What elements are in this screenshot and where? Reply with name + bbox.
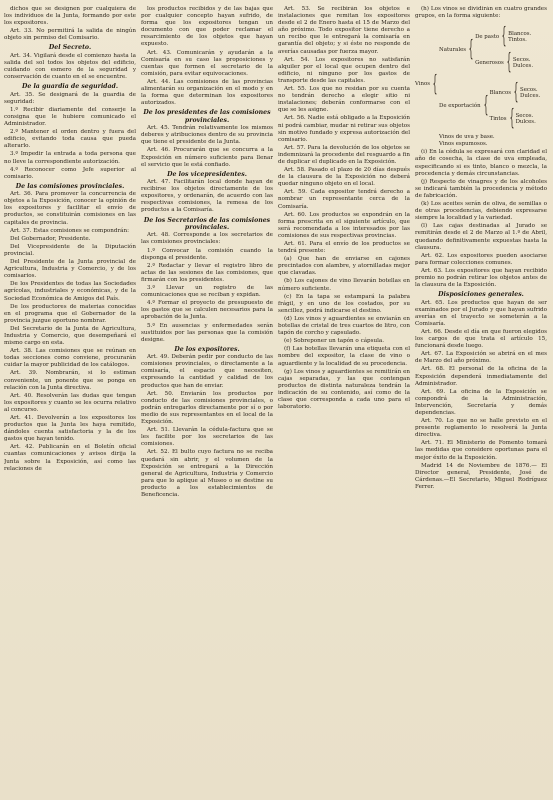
section-heading: De los expositores. — [174, 345, 240, 353]
sub-items — [520, 87, 540, 100]
column-2 — [141, 6, 273, 794]
sub-items — [513, 57, 533, 70]
article-paragraph: Art. 61. Para el envío de los productos se tendrá presente: — [278, 241, 410, 255]
sub-item: Secos. — [512, 56, 531, 63]
article-paragraph: (c) En la tapa se estampará la palabra frágil, y en uno de los costados, por su sencillez, podrá indicarse el destino. — [278, 293, 410, 314]
sub-label: Blancos — [489, 89, 511, 96]
article-paragraph: Art. 44. Las comisiones de las provincias alimentarán su organización en el modo y en la forma que determinan los expositores autorizados. — [141, 78, 273, 107]
article-paragraph: Art. 35. Se designará de la guardia de seguridad: — [4, 91, 136, 105]
article-paragraph: Art. 33. No permitirá la salida de ningún objeto sin permiso del Comisario. — [4, 28, 136, 42]
sub-item: Tintos. — [508, 37, 527, 44]
article-paragraph: Art. 53. Se recibirán los objetos e instalaciones que remitan los expositores desde el 2 de Enero hasta el 15 de Marzo del año próximo. Todo expositor tiene derecho a un recibo que le entregará la comisaría en garantía del objeto; y si éste no responde de averías causadas por fuerza mayor. — [278, 6, 410, 55]
article-paragraph: Del Presidente de la Junta provincial de Agricultura, Industria y Comercio, y de los comisarios. — [4, 259, 136, 280]
article-paragraph: Art. 67. La Exposición se abrirá en el mes de Marzo del año próximo. — [415, 351, 547, 365]
sub-items — [516, 113, 536, 126]
article-paragraph: Art. 51. Llevarán la cédula-factura que se les facilite por los secretarios de las comisiones. — [141, 427, 273, 448]
article-paragraph: Art. 71. El Ministerio de Fomento tomará las medidas que considere oportunas para el mejor éxito de la Exposición. — [415, 440, 547, 461]
article-paragraph: Art. 69. La oficina de la Exposición se compondrá de la Administración, Intervención, Secretaría y demás dependencias. — [415, 388, 547, 416]
article-paragraph: 1.º Recibir diariamente del conserje la consigna que le hubiere comunicado el Administrador. — [4, 106, 136, 128]
article-paragraph: Art. 58. Pasado el plazo de 20 días después de la clausura de la Exposición no deberá quedar ninguno objeto en el local. — [278, 167, 410, 188]
article-paragraph: Art. 48. Corresponde a los secretarios de las comisiones provinciales: — [141, 232, 273, 246]
article-paragraph: Art. 37. Estas comisiones se compondrán: — [10, 227, 129, 234]
article-paragraph: Art. 62. Los expositores pueden asociarse para formar colecciones comunes. — [415, 252, 547, 266]
article-paragraph: Art. 56. Nadie está obligado a la Exposición ni podrá cambiar, mudar ni retirar sus objetos sin motivo fundado y expresa autorización del comisario. — [278, 115, 410, 143]
wine-classification-table — [415, 22, 547, 147]
article-paragraph: (a) Que han de enviarse en cajones precintados con alambre, y atornilladas mejor que clavadas. — [278, 256, 410, 277]
section-heading: De la guardia de seguridad. — [22, 83, 118, 91]
group-label: Naturales — [439, 46, 467, 53]
article-paragraph: (l) Las cajas destinadas al Jurado se remitirán desde el 2 de Marzo al 1.º de Abril, quedando definitivamente expuestas hasta la clausura. — [415, 223, 547, 251]
sub-item: Secos. — [520, 86, 538, 93]
article-paragraph: Art. 63. Los expositores que hayan recibido premio no podrán retirar los objetos antes de la clausura de la Exposición. — [415, 267, 547, 289]
article-paragraph: Art. 41. Devolverán a los expositores los productos que la Junta les haya remitido, dándoles cuenta satisfactoria y la de los gastos que hayan tenido. — [4, 415, 136, 443]
sub-item: Blancos. — [508, 30, 532, 37]
article-paragraph: 2.º Redactar y llevar el registro libro de actas de las sesiones de las comisiones, que firmarán con los presidentes. — [141, 262, 273, 283]
article-paragraph: 1.º Convocar la comisión cuando la disponga el presidente. — [141, 247, 273, 261]
brace-glyph: { — [483, 93, 489, 119]
article-paragraph: Art. 36. Para promover la concurrencia de objetos a la Exposición, conocer la opinión de los expositores y facilitar el envío de productos, se constituirán comisiones en las capitales de provincia. — [4, 191, 136, 226]
sub-group — [490, 108, 541, 130]
sub-label: Tintos — [489, 115, 507, 122]
article-paragraph: 4.º Formar el proyecto de presupuesto de los gastos que se calculen necesarios para la aprobación de la Junta. — [141, 300, 273, 321]
brace-glyph: { — [509, 106, 515, 132]
brace-glyph: { — [432, 71, 438, 97]
article-paragraph: Art. 34. Vigilará desde el comienzo hasta la salida del sol todos los objetos del edificio, cuidando con esmero de la seguridad y conservación de cuanto en el se encuentre. — [4, 52, 136, 81]
article-paragraph: Art. 46. Procurarán que se concurra a la Exposición en número suficiente para llenar el servicio que le está confiado. — [141, 147, 273, 168]
article-paragraph: Art. 42. Publicarán en el Boletín oficial cuantas comunicaciones y avisos dirija la Junta sobre la Exposición, así como las relaciones de — [4, 444, 136, 472]
sub-group — [475, 52, 533, 74]
section-heading: De los vicepresidentes. — [167, 170, 247, 178]
sub-item: Dulces. — [512, 63, 534, 70]
article-paragraph: Art. 47. Facilitarán local donde hayan de recibirse los objetos directamente de los expositores, y ordenarán, de acuerdo con las respectivas comisiones, la remesa de los productos a la Comisaría. — [141, 179, 273, 214]
article-paragraph: Art. 50. Enviarán los productos por conducto de las comisiones provinciales, o podrán entregarlos directamente por sí o por medio de sus representantes en el local de la Exposición. — [141, 390, 273, 426]
article-paragraph: (e) Sobreponer un tapón o cápsula. — [284, 338, 384, 345]
sub-label: De pasto — [475, 33, 500, 40]
article-paragraph: Del Secretario de la Junta de Agricultura, Industria y Comercio, que desempeñará el mismo cargo en esta. — [4, 325, 136, 347]
article-paragraph: De los Presidentes de todas las Sociedades agrícolas, industriales y económicas, y de la Sociedad Económica de Amigos del País. — [4, 281, 136, 302]
article-paragraph: Del Gobernador, Presidente. — [10, 235, 91, 242]
brace-glyph: { — [513, 80, 519, 106]
article-paragraph: Madrid 14 de Noviembre de 1876.— El Director general, Presidente, José de Cárdenas.—El Secretario, Miguel Rodríguez Ferrer. — [415, 462, 547, 490]
article-paragraph: Art. 52. El bulto cuyo factura no se reciba quedará sin abrir, y el volumen de la Exposición se entregará a la Dirección general de Agricultura, Industria y Comercio para que lo aplique al Museo o se destine su producto a los establecimientos de Beneficencia. — [141, 449, 273, 498]
article-paragraph: (b) Los cajones de vino llevarán botellas en número suficiente. — [278, 278, 410, 292]
article-paragraph: Art. 54. Los expositores no satisfarán alquiler por el local que ocupen dentro del edificio, ni ninguno por los gastos de transporte desde las capitales. — [278, 56, 410, 84]
column-3 — [278, 6, 410, 794]
article-paragraph: (h) Los vinos se dividirán en cuatro grandes grupos, en la forma siguiente: — [415, 6, 547, 20]
classification-root: Vinos — [415, 81, 431, 88]
article-paragraph: Art. 65. Los productos que hayan de ser examinados por el Jurado y que hayan sufrido averías en el trayecto se someterán a la Comisaría. — [415, 299, 547, 327]
article-paragraph: Art. 39. Nombrarán, si lo estiman conveniente, un ponente que se ponga en relación con la Junta directiva. — [4, 370, 136, 391]
article-paragraph: Art. 66. Desde el día en que fueron elegidos los cargos de que trata el artículo 15, funcionará desde luego. — [415, 328, 547, 350]
text-columns — [4, 6, 547, 794]
article-paragraph: (j) Respecto de vinagres y de los alcoholes se indicará también la procedencia y método de fabricación. — [415, 178, 547, 199]
article-paragraph: Art. 60. Los productos se expondrán en la forma prescrita en el siguiente artículo, que será recomendada a los interesados por las comisiones de sus respectivas provincias. — [278, 211, 410, 239]
sub-item: Dulces. — [520, 93, 541, 100]
article-paragraph: Art. 70. Lo que no se halle previsto en el presente reglamento lo resolverá la Junta directiva. — [415, 418, 547, 439]
article-paragraph: Art. 38. Las comisiones que se reúnan en todas secciones como conviene, procurarán cuidar la mayor publicidad de los catálogos. — [4, 348, 136, 369]
article-paragraph: 5.º En ausencias y enfermedades serán sustituidos por las personas que la comisión designe. — [141, 322, 273, 343]
article-paragraph: (f) Las botellas llevarán una etiqueta con el nombre del expositor, la clase de vino o aguardiente y la localidad de su procedencia. — [278, 346, 410, 367]
section-heading: De los presidentes de las comisiones provinciales. — [143, 109, 271, 124]
sub-group — [475, 26, 533, 48]
sub-group — [490, 82, 541, 104]
article-paragraph: De los productores de materias conocidas en el programa que el Gobernador de la provincia juzgue oportuno nombrar. — [4, 303, 136, 324]
section-heading: Del Secreto. — [48, 44, 92, 52]
classification-extra: Vinos de uva y base. — [439, 134, 495, 141]
article-paragraph: (d) Los vinos y aguardientes se enviarán en botellas de cristal de tres cuartos de litro, con tapón de corcho y capsulado. — [278, 315, 410, 337]
article-paragraph: Art. 68. El personal de la oficina de la Exposición dependerá inmediatamente del Administrador. — [415, 366, 547, 387]
article-paragraph: 3.º Impedir la entrada a toda persona que no lleve la correspondiente autorización. — [4, 151, 136, 165]
sub-item: Secos. — [515, 112, 534, 119]
article-paragraph: Art. 59. Cada expositor tendrá derecho a nombrar un representante cerca de la Comisaría. — [278, 189, 410, 210]
article-paragraph: dichos que se designen por cualquiera de los individuos de la Junta, formando por este los expositores. — [4, 6, 136, 27]
article-paragraph: Art. 57. Para la devolución de los objetos se indemnizará la procedente del resguardo a fin de duplicar el duplicado en la Exposición. — [278, 144, 410, 165]
section-heading: De los Secretarios de las comisiones provinciales. — [143, 216, 271, 231]
group-subs — [475, 24, 533, 76]
article-paragraph: 4.º Reconocer como Jefe superior al comisario. — [4, 166, 136, 180]
section-heading: De las comisiones provinciales. — [15, 182, 125, 190]
sub-items — [508, 31, 531, 44]
group-subs — [490, 80, 541, 132]
group-label: De exportación — [439, 102, 481, 109]
article-paragraph: Art. 40. Resolverán las dudas que tengan los expositores y cuanto se les ocurra relativo al concurso. — [4, 392, 136, 413]
article-paragraph: Art. 45. Tendrán relativamente los mismos deberes y atribuciones dentro de su provincia que tiene el presidente de la Junta. — [141, 125, 273, 146]
brace-glyph: { — [501, 24, 507, 50]
article-paragraph: Art. 49. Deberán pedir por conducto de las comisiones provinciales, o directamente a la comisaría, el espacio que necesiten, expresando la cantidad y calidad de los productos que han de enviar. — [141, 354, 273, 389]
article-paragraph: 3.º Llevar un registro de las comunicaciones que se reciban y expidan. — [141, 285, 273, 299]
sub-item: Dulces. — [515, 119, 536, 126]
column-4 — [415, 6, 547, 794]
article-paragraph: Art. 55. Los que no residan por su cuenta no tendrán derecho a elegir sitio ni instalaciones; deberán conformarse con el que se les asigne. — [278, 86, 410, 114]
brace-glyph: { — [506, 50, 512, 76]
classification-group — [439, 24, 540, 76]
column-1 — [4, 6, 136, 794]
article-paragraph: (i) En la cédula se expresará con claridad el año de cosecha, la clase de uva empleada, especificando si es tinto, blanco o mezcla, la procedencia y demás circunstancias. — [415, 149, 547, 177]
article-paragraph: Del Vicepresidente de la Diputación provincial. — [4, 243, 136, 257]
article-paragraph: los productos recibidos y de las bajas que por cualquier concepto hayan sufrido, de forma que los expositores tengan un documento con que poder reclamar el resarcimiento de los objetos que hayan expuesto. — [141, 6, 273, 48]
article-paragraph: (g) Los vinos y aguardientes se remitirán en cajas separadas, y las que contengan productos de distinta naturaleza tendrán la indicación de su contenido, así como de la clase que corresponda a cada uno para el laboratorio. — [278, 368, 410, 411]
classification-group — [439, 80, 540, 132]
classification-groups — [439, 22, 540, 147]
sub-label: Generosos — [475, 59, 504, 66]
classification-extra: Vinos espumosos. — [439, 140, 488, 147]
article-paragraph: Art. 43. Comunicarán y ayudarán a la Comisaría en su caso las proposiciones y cuentas que formen el secretario de la comisión, para evitar equivocaciones. — [141, 49, 273, 77]
brace-glyph: { — [468, 37, 474, 63]
section-heading: Disposiciones generales. — [438, 291, 524, 299]
article-paragraph: 2.º Mantener el orden dentro y fuera del edificio, evitando toda causa que pueda alterarlo. — [4, 129, 136, 150]
article-paragraph: (k) Los aceites serán de oliva, de semillas o de otras procedencias, debiendo expresarse siempre la localidad y la variedad. — [415, 201, 547, 222]
